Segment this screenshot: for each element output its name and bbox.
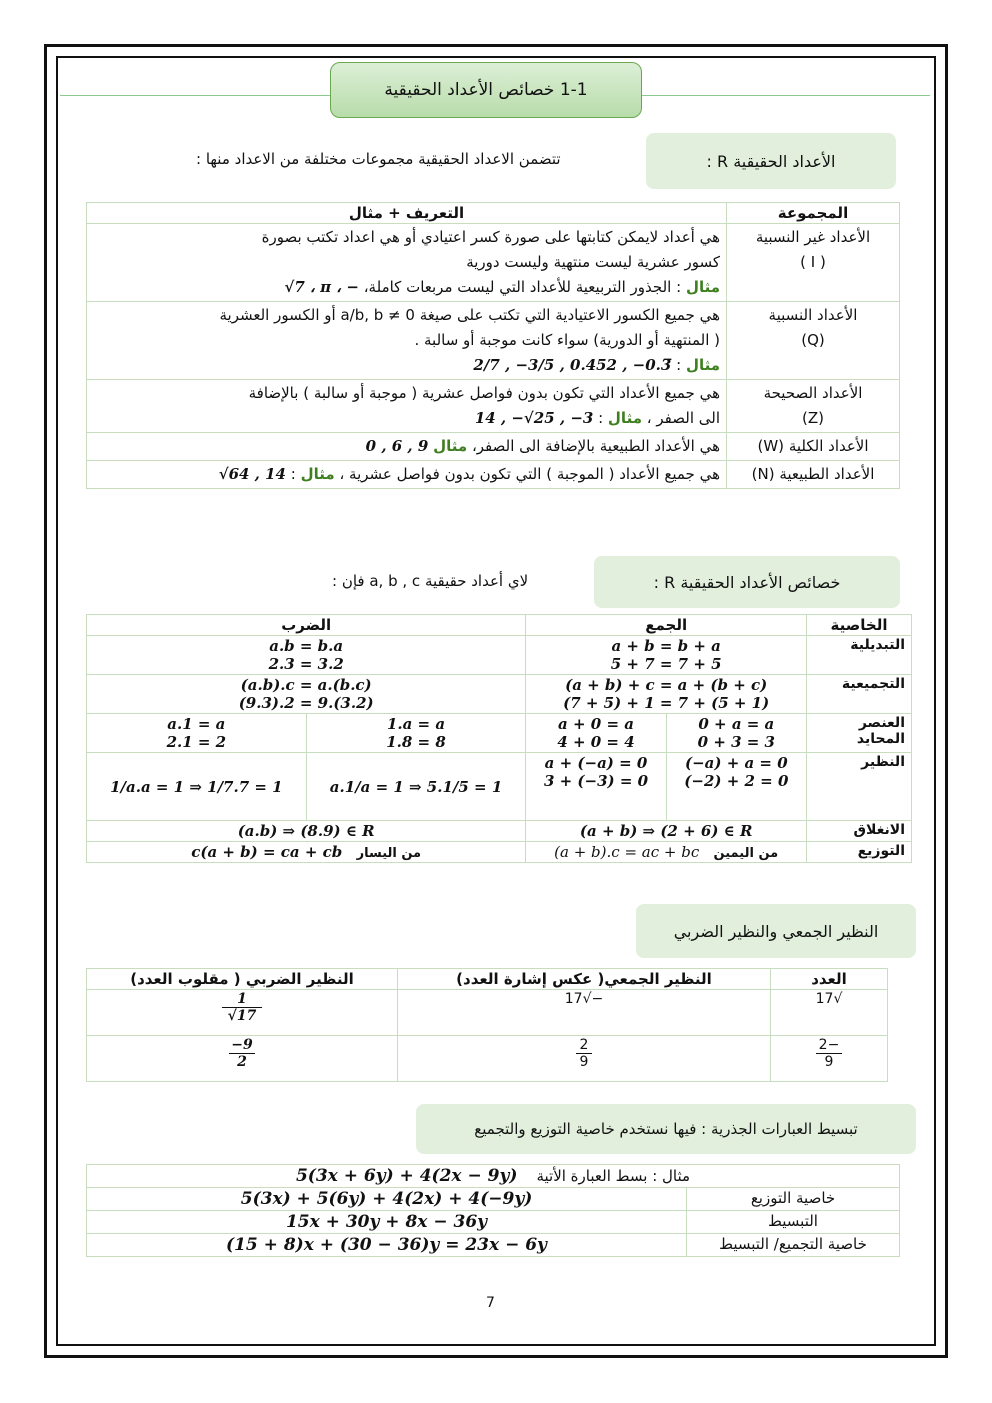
definition-line: هي الأعداد الطبيعية بالإضافة الى الصفر، [471, 437, 720, 455]
set-name-whole [727, 433, 900, 461]
table-row [87, 1211, 900, 1234]
prop-cell [87, 842, 526, 863]
inverses-table [86, 968, 888, 1082]
example-line: مثال : 2/7 , −3/5 , 0.452 , −0.3̅ [473, 356, 720, 374]
prop-cell [526, 753, 666, 821]
fraction-numerator: 2 [579, 1037, 589, 1053]
inv-number [771, 1036, 888, 1082]
example-math: √7 ، π ، − [284, 278, 359, 296]
math-line: 2.3 = 3.2 [268, 655, 344, 673]
properties-table [86, 614, 912, 863]
set-name: الأعداد الطبيعية [779, 465, 875, 483]
math-line: a + b = b + a [611, 637, 721, 655]
simplify-step-expr: 5(3x) + 5(6y) + 4(2x) + 4(−9y) [87, 1188, 687, 1211]
math-line: (−a) + a = 0 [685, 754, 788, 772]
page-number: 7 [486, 1295, 495, 1311]
set-name: الأعداد النسبية [768, 306, 858, 324]
label-line: المحايد [856, 731, 905, 747]
prop-header-add: الجمع [526, 615, 807, 636]
prop-label [807, 714, 912, 753]
set-name-natural [727, 461, 900, 489]
table-row [87, 842, 912, 863]
table-row [87, 675, 912, 714]
example-label: مثال [607, 409, 642, 427]
sets-header-definition: التعريف + مثال [87, 203, 727, 224]
fraction-numerator: 1 [237, 991, 247, 1007]
table-row [87, 380, 900, 433]
example-label: مثال [685, 278, 720, 296]
prop-cell [526, 675, 807, 714]
example-math: √64 , 14 [218, 465, 286, 483]
example-text: : الجذور التربيعية للأعداد التي ليست مربعات كاملة، [363, 278, 682, 296]
set-name: الأعداد الصحيحة [763, 384, 863, 402]
table-row [87, 1036, 888, 1082]
math-line: 5 + 7 = 7 + 5 [610, 655, 722, 673]
set-symbol: (W) [757, 437, 785, 455]
math-line: 1.a = a [386, 715, 446, 733]
math-line: a + (−a) = 0 [544, 754, 648, 772]
set-definition [87, 302, 727, 380]
real-numbers-pill: الأعداد الحقيقية R : [646, 133, 896, 189]
example-label: مثال [300, 465, 335, 483]
table-row [87, 224, 900, 302]
properties-intro: لاي أعداد حقيقية a, b , c فإن : [332, 572, 529, 590]
table-row [87, 636, 912, 675]
inv-multiplicative [87, 1036, 398, 1082]
example-math: 14 , −√25 , −3 [474, 409, 594, 427]
set-name-integers [727, 380, 900, 433]
prop-cell: (a + b) ⇒ (2 + 6) ∈ R [526, 821, 807, 842]
inv-number: √17 [771, 990, 888, 1036]
simplify-step-label: خاصية التوزيع [687, 1188, 900, 1211]
math-line: (−2) + 2 = 0 [684, 772, 789, 790]
math-line: a.1/a = 1 ⇒ 5.1/5 = 1 [329, 777, 503, 796]
math-line: 1/a.a = 1 ⇒ 1/7.7 = 1 [110, 777, 283, 796]
table-row [87, 1165, 900, 1188]
math-line: (7 + 5) + 1 = 7 + (5 + 1) [563, 694, 770, 712]
math-line: a.b = b.a [269, 637, 344, 655]
label-line: العنصر [858, 715, 905, 731]
real-numbers-intro: تتضمن الاعداد الحقيقية مجموعات مختلفة من الاعداد منها : [196, 150, 561, 168]
math-line: c(a + b) = ca + cb [191, 843, 343, 861]
fraction-numerator: −2 [818, 1037, 840, 1053]
definition-line: هي أعداد لايمكن كتابتها على صورة كسر اعتيادي أو هي اعداد تكتب بصورة [261, 228, 720, 246]
prop-cell [87, 753, 307, 821]
prop-cell: (a.b) ⇒ (8.9) ∈ R [87, 821, 526, 842]
dist-right-label: من اليمين [713, 846, 779, 861]
fraction-denominator: 2 [229, 1053, 255, 1070]
prop-cell [666, 753, 806, 821]
example-prefix: الى الصفر ، [646, 409, 720, 427]
table-row [87, 990, 888, 1036]
prop-label: التبديلية [807, 636, 912, 675]
set-name: الأعداد الكلية [788, 437, 869, 455]
prop-label: النظير [807, 753, 912, 821]
definition-line: ( المنتهية أو الدورية) سواء كانت موجبة أو سالبة . [414, 331, 720, 349]
inv-header-additive: النظير الجمعي( عكس إشارة العدد) [398, 969, 771, 990]
table-row [87, 461, 900, 489]
prop-cell [87, 675, 526, 714]
set-name: الأعداد غير النسبية [755, 228, 871, 246]
example-label: مثال [685, 356, 720, 374]
set-symbol: (Z) [802, 409, 824, 427]
simplify-step-expr: 15x + 30y + 8x − 36y [87, 1211, 687, 1234]
simplify-step-label: التبسيط [687, 1211, 900, 1234]
example-label: مثال : بسط العبارة الأتية [536, 1167, 691, 1185]
math-line: 2.1 = 2 [166, 733, 227, 751]
table-row [87, 1188, 900, 1211]
set-definition [87, 224, 727, 302]
sets-table [86, 202, 900, 489]
math-line: 4 + 0 = 4 [557, 733, 635, 751]
definition-line: هي جميع الكسور الاعتيادية التي تكتب على صيغة a/b, b ≠ 0 أو الكسور العشرية [219, 306, 720, 324]
definition-line: هي جميع الأعداد ( الموجبة ) التي تكون بدون فواصل عشرية ، [339, 465, 720, 483]
inv-additive [398, 1036, 771, 1082]
simplify-step-label: خاصية التجميع/ التبسيط [687, 1234, 900, 1257]
fraction-numerator: −9 [231, 1037, 253, 1053]
prop-cell [87, 714, 307, 753]
set-name-rational [727, 302, 900, 380]
set-symbol: (N) [751, 465, 775, 483]
table-row [87, 714, 912, 753]
set-definition: هي جميع الأعداد ( الموجبة ) التي تكون بدون فواصل عشرية ، مثال : √64 , 14 [87, 461, 727, 489]
math-line: (a.b).c = a.(b.c) [240, 676, 372, 694]
set-definition [87, 380, 727, 433]
example-line: الى الصفر ، مثال : 14 , −√25 , −3 [474, 409, 720, 427]
table-row [87, 1234, 900, 1257]
fraction-denominator: √17 [222, 1007, 262, 1024]
table-row [87, 302, 900, 380]
definition-line: كسور عشرية ليست منتهية وليست دورية [466, 253, 720, 271]
set-symbol: (Q) [801, 331, 825, 349]
set-symbol: ( I ) [800, 253, 826, 271]
prop-cell [666, 714, 806, 753]
simplify-table [86, 1164, 900, 1257]
table-row [87, 753, 912, 821]
math-line: a + 0 = a [558, 715, 634, 733]
simplify-pill: تبسيط العبارات الجذرية : فيها نستخدم خاصية التوزيع والتجميع [416, 1104, 916, 1154]
prop-cell [526, 842, 807, 863]
prop-label: التجميعية [807, 675, 912, 714]
inv-header-number: العدد [771, 969, 888, 990]
math-line: (a + b).c = ac + bc [554, 843, 700, 861]
simplify-example [87, 1165, 900, 1188]
set-name-irrational [727, 224, 900, 302]
sets-header-set: المجموعة [727, 203, 900, 224]
prop-header-mul: الضرب [87, 615, 526, 636]
example-math: 0 , 6 , 9 [365, 437, 429, 455]
prop-header-property: الخاصية [807, 615, 912, 636]
prop-cell [306, 753, 526, 821]
math-line: 0 + a = a [698, 715, 775, 733]
properties-pill: خصائص الأعداد الحقيقية R : [594, 556, 900, 608]
prop-cell [306, 714, 526, 753]
example-math: 2/7 , −3/5 , 0.452 , −0.3̅ [473, 356, 672, 374]
inv-multiplicative [87, 990, 398, 1036]
table-row [87, 821, 912, 842]
prop-label: الانغلاق [807, 821, 912, 842]
dist-left-label: من اليسار [356, 846, 422, 861]
prop-label: التوزيع [807, 842, 912, 863]
example-label: مثال [433, 437, 468, 455]
example-line [93, 275, 720, 300]
math-line: a.1 = a [167, 715, 226, 733]
fraction-denominator: 9 [816, 1053, 842, 1070]
prop-cell [526, 714, 666, 753]
prop-cell [526, 636, 807, 675]
table-row [87, 433, 900, 461]
set-definition [87, 433, 727, 461]
math-line: 3 + (−3) = 0 [543, 772, 649, 790]
definition-line: هي جميع الأعداد التي تكون بدون فواصل عشرية ( موجبة أو سالبة ) بالإضافة [248, 384, 720, 402]
fraction-denominator: 9 [576, 1053, 592, 1070]
math-line: 1.8 = 8 [386, 733, 446, 751]
section-title: 1-1 خصائص الأعداد الحقيقية [330, 62, 642, 118]
inv-additive: −√17 [398, 990, 771, 1036]
math-line: 0 + 3 = 3 [697, 733, 775, 751]
inverses-pill: النظير الجمعي والنظير الضربي [636, 904, 916, 958]
example-expr: 5(3x + 6y) + 4(2x − 9y) [295, 1166, 518, 1186]
math-line: (a + b) + c = a + (b + c) [565, 676, 768, 694]
math-line: (9.3).2 = 9.(3.2) [238, 694, 374, 712]
prop-cell [87, 636, 526, 675]
inv-header-multiplicative: النظير الضربي ( مقلوب العدد) [87, 969, 398, 990]
simplify-step-expr: (15 + 8)x + (30 − 36)y = 23x − 6y [87, 1234, 687, 1257]
